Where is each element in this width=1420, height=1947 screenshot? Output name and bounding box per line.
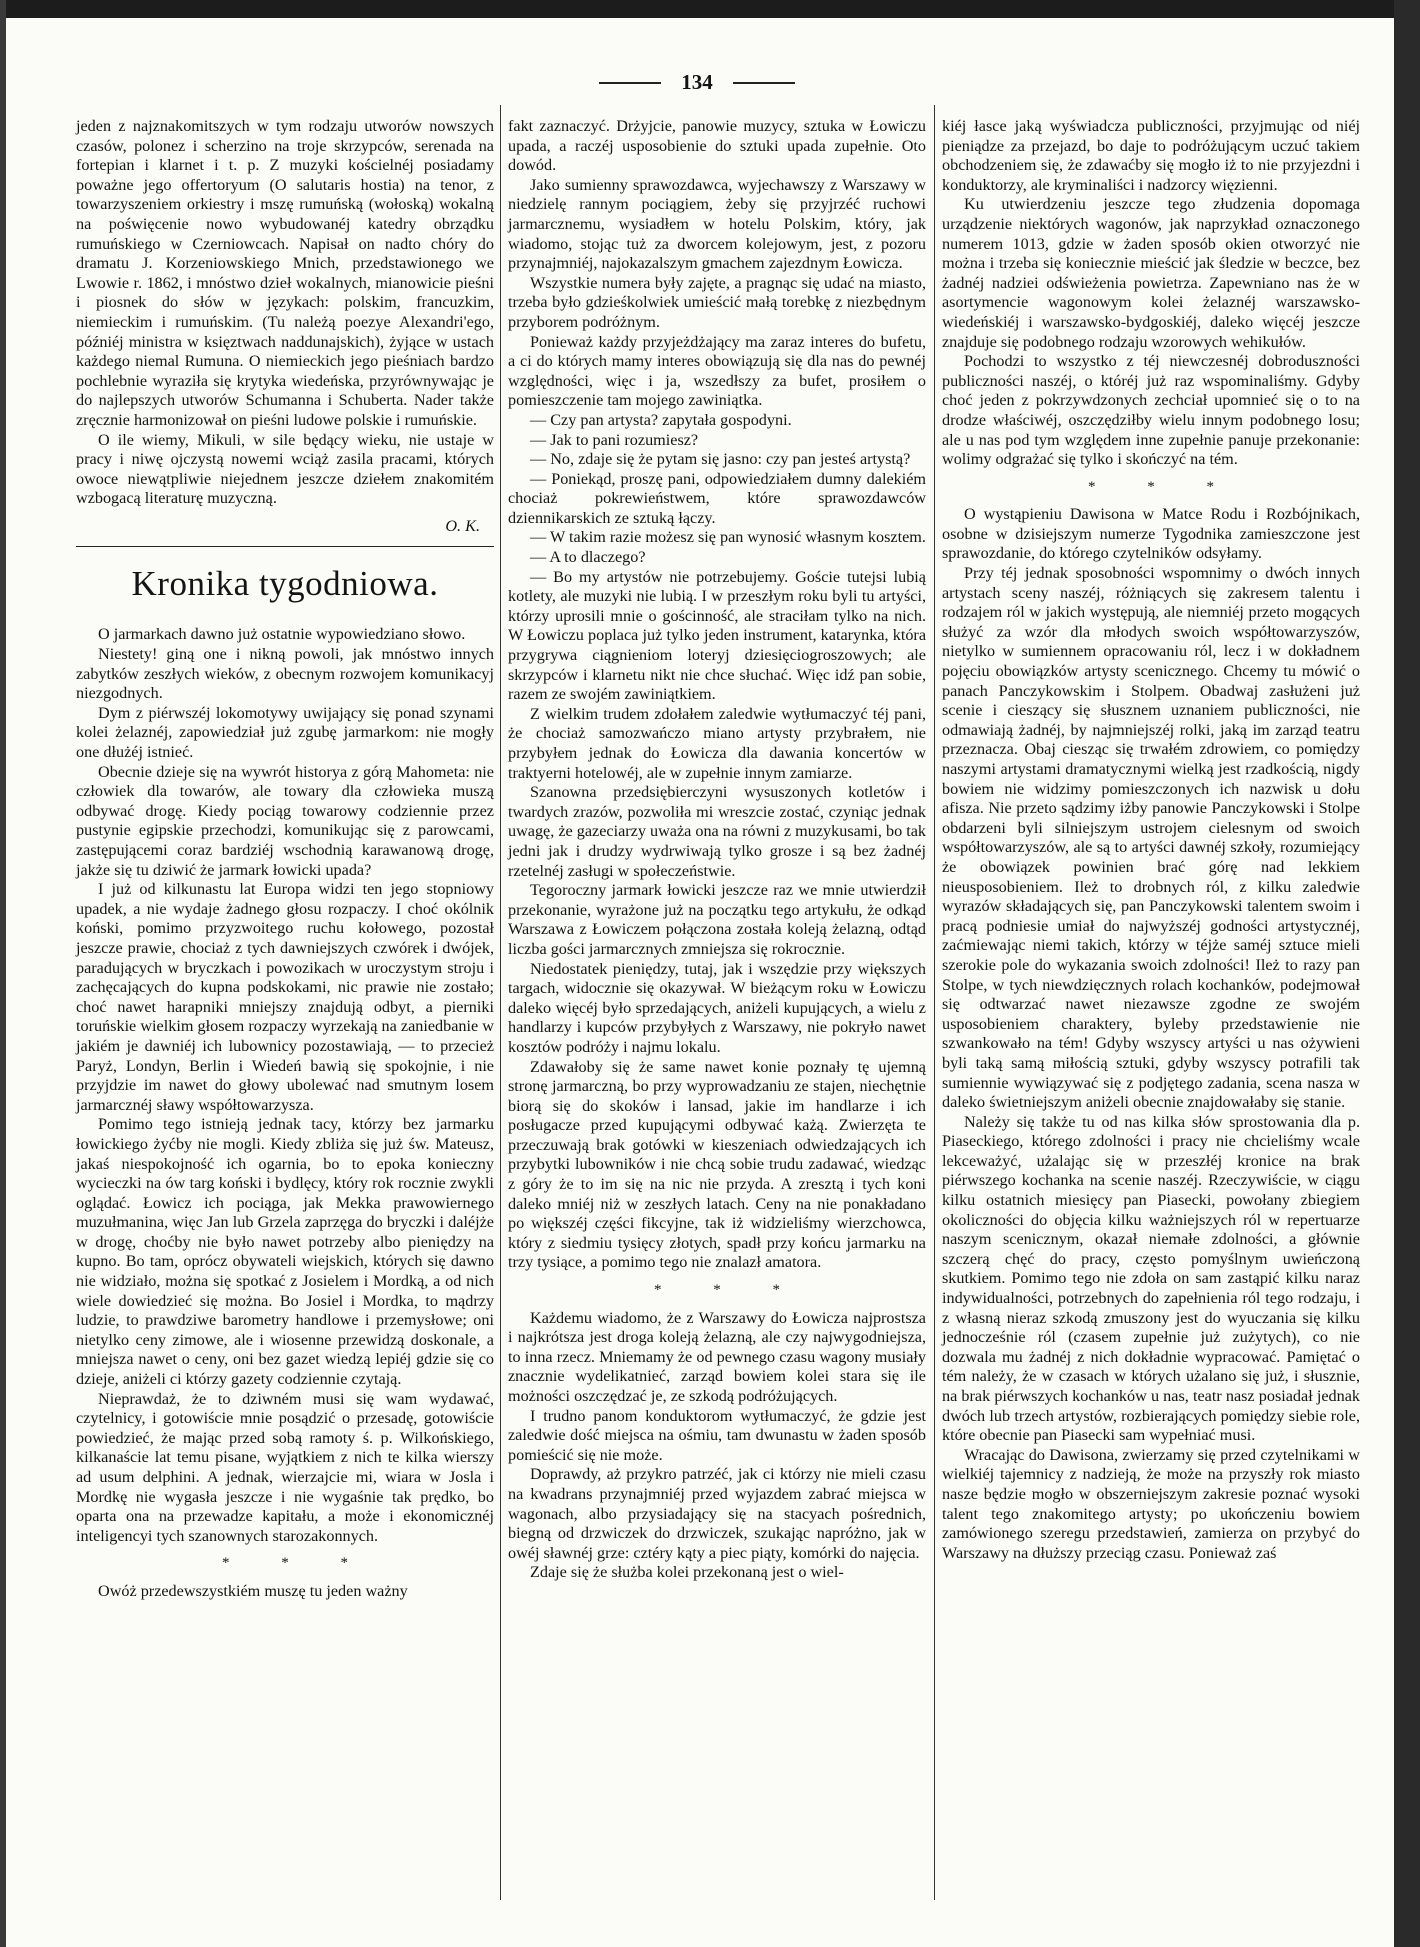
article-signature: O. K. [445, 516, 480, 535]
kronika-paragraph: Doprawdy, aż przykro patrzéć, jak ci którzy nie mieli czasu na kwadrans przynajmniéj przed wyjazdem zabrać miejsca w wagonach, albo przysiadający się na stacyach pośrednich, biegną od drzwiczek do drzwiczek, szukając napróżno, jak w owéj sławnéj grze: cztéry kąty a piec piąty, komórki do najęcia. [508, 1465, 926, 1562]
column-3 [942, 117, 1360, 1563]
page-header [0, 70, 1394, 95]
kronika-paragraph: Tegoroczny jarmark łowicki jeszcze raz we mnie utwierdził przekonanie, wyrażone już na początku tego artykułu, że odkąd Warszawa z Łowiczem połączona została koleją żelazną, odtąd liczba gości jarmarcznych zmniejsza się rokrocznie. [508, 881, 926, 958]
dialogue-line: — W takim razie możesz się pan wynosić własnym kosztem. [530, 528, 926, 547]
dialogue-line: — Jak to pani rozumiesz? [530, 430, 699, 449]
kronika-paragraph: O wystąpieniu Dawisona w Matce Rodu i Rozbójnikach, osobne w dzisiejszym numerze Tygodnika zamieszczone jest sprawozdanie, do którego czytelników odsyłamy. [942, 505, 1360, 563]
section-title: Kronika tygodniowa. [131, 564, 439, 604]
kronika-paragraph: I trudno panom konduktorom wytłumaczyć, że gdzie jest zaledwie dość miejsca na ośmiu, tam dwunastu w żaden sposób pomieścić się nie może. [508, 1406, 926, 1464]
section-stars-separator: * * * [222, 1555, 372, 1572]
kronika-paragraph: Szanowna przedsiębierczyni wysuszonych kotletów i twardych zrazów, pozwoliła mi wreszcie zostać, czyniąc jednak uwagę, że gazeciarzy uważa ona na równi z muzykusami, bo tak jedni jak i drudzy wydrwiwają tylko grosze i są bez żadnéj rzetelnéj zasługi w społeczeństwie. [508, 783, 926, 880]
kronika-paragraph: Zdaje się że służba kolei przekonaną jest o wiel- [530, 1563, 844, 1582]
scan-border-left [0, 0, 6, 1947]
scan-border-right [1394, 0, 1420, 1947]
kronika-paragraph: Nieprawdaż, że to dziwném musi się wam wydawać, czytelnicy, i gotowiście mnie posądzić o przesadę, gotowiście powiedzieć, że mając przed sobą ramoty ś. p. Wilkońskiego, kilkanaście lat temu pisane, wyjątkiem z nich te kilka wierszy ad usum delphini. A jednak, wierzajcie mi, wiara w Josla i Mordkę nie wygasła jeszcze i nie wygaśnie tak prędko, bo oparta ona na przewadze kapitału, a może i ekonomicznéj inteligencyi tych szanownych starozakonnych. [76, 1389, 494, 1545]
kronika-paragraph: Ku utwierdzeniu jeszcze tego złudzenia dopomaga urządzenie niektórych wagonów, jak naprzykład oznaczonego numerem 1013, gdzie w żaden sposób okien otworzyć nie można i trzeba się koniecznie mieścić jak śledzie w beczce, bez żadnéj nadziei odświeżenia powietrza. Zapewniano nas że w asortymencie wagonowym kolei żelaznéj warszawsko-wiedeńskiéj i warszawsko-bydgoskiéj, daleko więcéj jeszcze znajduje się podobnego rodzaju wzorowych wehikułów. [942, 195, 1360, 351]
column-1 [76, 117, 494, 1602]
kronika-paragraph: Przy téj jednak sposobności wspomnimy o dwóch innych artystach sceny naszéj, różniących się zakresem talentu i rodzajem ról w jakich występują, ale niemniéj przeto mogących służyć za wzór dla młodych swoich współtowarzyszów, nietylko w sumiennem opracowaniu ról, lecz i w dokładnem pojęciu obowiązków artysty scenicznego. Chcemy tu mówić o panach Panczykowskim i Stolpem. Obadwaj zasłużeni już scenie i cieszący się słusznem uznaniem publiczności, nie odmawiają żadnéj, by najmniejszéj rolki, jaką im zarząd teatru przeznacza. Obaj ciesząc się trwałém zdrowiem, co pomiędzy naszymi artystami dramatycznymi wielką jest rzadkością, nigdy bowiem nie widzimy pomieszczonych ich nazwisk u dołu afisza. Nie przeto sądzimy iżby panowie Panczykowski i Stolpe obdarzeni byli silniejszym ustrojem cielesnym od swoich współtowarzyszów, ale są to artyści dawnéj szkoły, rozumiejący że obowiązek powinien brać górę nad lekkiem nieusposobieniem. Ileż to drobnych ról, z kilku zaledwie wyrazów składających się, pan Panczykowski talentem swoim i pracą podniesie umiał do najwyższéj godności artystycznéj, zaćmiewając niemi takich, którzy w téjże saméj sztuce mieli szerokie pole do wykazania swoich zdolności! Ileż to razy pan Stolpe, w tych niewdzięcznych rolach kochanków, podejmował się odtwarzać nawet niezawsze zgodne ze swojém usposobieniem charaktery, byleby przedstawienie nie szwankowało na tém! Gdyby wszyscy artyści u nas ożywieni byli taką samą miłością sztuki, gdyby wszyscy potrafili tak sumiennie wywiązywać się z podjętego zadania, scena nasza w daleko świetniejszym aniżeli obecnie znajdowałaby się stanie. [942, 564, 1360, 1112]
kronika-paragraph: Pochodzi to wszystko z téj niewczesnéj dobroduszności publiczności naszéj, o któréj już raz wspominaliśmy. Gdyby choć jeden z pokrzywdzonych zechciał upomnieć się o to na drodze właściwéj, oszczędziłby wielu innym podobnego losu; ale u nas pod tym względem inne zupełnie panuje przekonanie: wolimy odgrażać się tylko i skończyć na tém. [942, 352, 1360, 469]
kronika-paragraph: fakt zaznaczyć. Drżyjcie, panowie muzycy, sztuka w Łowiczu upada, a raczéj usposobienie do sztuki upada zupełnie. Oto dowód. [508, 117, 926, 175]
dialogue-line: — Poniekąd, proszę pani, odpowiedziałem dumny dalekiém chociaż pokrewieństwem, które sprawozdawców dziennikarskich ze sztuką łączy. [508, 469, 926, 527]
kronika-paragraph: Wracając do Dawisona, zwierzamy się przed czytelnikami w wielkiéj tajemnicy z nadzieją, że może na przyszły rok miasto nasze będzie mogło w obszerniejszym zakresie poznać wysoki talent tego znakomitego artysty; po ukończeniu bowiem zamówionego szeregu przedstawień, zamierza on przybyć do Warszawy na dłuższy przeciąg czasu. Ponieważ zaś [942, 1445, 1360, 1562]
kronika-paragraph: Z wielkim trudem zdołałem zaledwie wytłumaczyć téj pani, że chociaż samozwańczo miano artysty przybrałem, nie przybyłem jednak do Łowicza dla dawania koncertów w traktyerni hotelowéj, ale w zupełnie innym zamiarze. [508, 704, 926, 782]
kronika-paragraph: Niestety! giną one i nikną powoli, jak mnóstwo innych zabytków zeszłych wieków, z obecnym rozwojem komunikacyj niezgodnych. [76, 645, 494, 703]
kronika-paragraph: Pomimo tego istnieją jednak tacy, którzy bez jarmarku łowickiego żyćby nie mogli. Kiedy zbliża się już św. Mateusz, jakaś niespokojność ich ogarnia, bo to epoka konieczny wycieczki na ów targ koński i bydlęcy, który rok rocznie zwykli oglądać. Łowicz ich pociąga, jak Mekka prawowiernego muzułmanina, więc Jan lub Grzela zaprzęga do bryczki i daléjże w drogę, choćby nie było nawet potrzeby albo pieniędzy na kupno. Bo tam, oprócz obywateli wiejskich, których się dawno nie widziało, można się spotkać z Josielem i Mordką, a od nich wiele dowiedzieć się można. Bo Josiel i Mordka, to mądrzy ludzie, to prawdziwe barometry handlowe i przemysłowe; oni nietylko ceny zimowe, ale i wiosenne przewidzą doskonale, a mniejsza nawet o ceny, oni bez gazet wiedzą lepiéj gdzie się co dzieje, aniżeli ci którzy gazety codziennie czytają. [76, 1115, 494, 1389]
kronika-paragraph: I już od kilkunastu lat Europa widzi ten jego stopniowy upadek, a nie wydaje żadnego głosu rozpaczy. I choć okólnik koński, pomimo przyzwoitego ruchu kołowego, pozostał jeszcze prawie, chociaż z tych dawniejszych czwórek i dwójek, paradujących w bryczkach i powozikach w uroczystym stroju i zachęcających do kupna podskokami, nic prawie nie zostało; choć nawet harapniki mniejszy znajdują odbyt, a pierniki toruńskie wielkim głosem rozpaczy wyrzekają na zaniedbanie w jakiém je dawniéj ich lubownicy pozostawiają, — to przecież Paryż, Londyn, Berlin i Wiedeń bawią się spokojnie, i nie przyjdzie im nawet do głowy ubolewać nad smutnym losem jarmarcznéj sławy współtowarzysza. [76, 880, 494, 1114]
section-stars-separator: * * * [1088, 478, 1238, 495]
column-2 [508, 117, 926, 1583]
kronika-paragraph: Należy się także tu od nas kilka słów sprostowania dla p. Piaseckiego, którego zdolności i pracy nie chcieliśmy wcale lekceważyć, użalając się w przeszłéj kronice na brak piérwszego kochanka na scenie naszéj. Rzeczywiście, w ciągu kilku ostatnich miesięcy pan Piasecki, powołany zbiegiem okoliczności do objęcia kilku ważniejszych ról w repertuarze naszym scenicznym, okazał niemałe zdolności, a głównie szczerą chęć do pracy, często pomyślnym uwieńczoną skutkiem. Pomimo tego nie zdoła on sam zastąpić kilku naraz indywidualności, potrzebnych do zapełnienia ról tego rodzaju, i z własną nieraz szkodą zmuszony jest do wyuczania się kilku jednocześnie ról (czasem zupełnie już zużytych), co nie dozwala mu żadnéj z nich dokładnie wypracować. Pamiętać o tém należy, że w czasach w których użalano się już, i słusznie, na brak piérwszych kochanków u nas, teatr nasz posiadał jednak dwóch lub trzech artystów, rozbierających pomiędzy siebie role, które obecnie pan Piasecki sam wypełniać musi. [942, 1112, 1360, 1445]
page-number: 134 [681, 70, 713, 94]
dialogue-line: — No, zdaje się że pytam się jasno: czy pan jesteś artystą? [530, 450, 911, 469]
kronika-paragraph: Obecnie dzieje się na wywrót historya z górą Mahometa: nie człowiek dla towarów, ale towary dla człowieka muszą odbywać drogę. Kiedy pociąg towarowy codziennie przez pustynie egipskie przechodzi, komunikując się z parowcami, zastępującemi coraz bardziéj wschodnią karawanową drogę, jakże się tu dziwić że jarmark łowicki upada? [76, 762, 494, 879]
section-divider [76, 546, 494, 547]
kronika-paragraph: O jarmarkach dawno już ostatnie wypowiedziano słowo. [98, 625, 466, 644]
column-divider-1 [500, 105, 501, 1900]
kronika-paragraph: Wszystkie numera były zajęte, a pragnąc się udać na miasto, trzeba było gdzieśkolwiek umieścić małą torebkę z niezbędnym przyborem podróżnym. [508, 273, 926, 331]
header-rule-left [599, 82, 661, 84]
kronika-paragraph: Jako sumienny sprawozdawca, wyjechawszy z Warszawy w niedzielę rannym pociągiem, żeby się przyjrzéć ruchowi jarmarcznemu, wysiadłem w hotelu Polskim, który, jak wiadomo, stojąc tuż za dworcem kolejowym, jest, z pozoru przynajmniéj, najokazalszym gmachem zajezdnym Łowicza. [508, 175, 926, 273]
kronika-paragraph: Dym z piérwszéj lokomotywy uwijający się ponad szynami kolei żelaznéj, zapowiedział już zgubę jarmarkom: nie mogły one dłużéj istnieć. [76, 703, 494, 762]
section-stars-separator: * * * [654, 1282, 804, 1299]
kronika-paragraph: Zdawałoby się że same nawet konie poznały tę ujemną stronę jarmarczną, bo przy wyprowadzaniu ze stajen, niechętnie biorą się do skoków i lansad, jakie im handlarze i ich posługacze przed kupującymi odbywać każą. Zwierzęta te przeczuwają brak gotówki w kieszeniach odwiedzających ich przybytki lubowników i nie chcą sobie trudu zadawać, wiedząc z góry że to im się na nic nie przyda. A zresztą i tych koni daleko mniéj niż w zeszłych latach. Ceny na nie ponakładano po większéj części fikcyjne, tak iż widzieliśmy wierzchowca, który z siedmiu tysięcy złotych, spadł przy końcu jarmarku na trzy tysiące, a pomimo tego nie znalazł amatora. [508, 1057, 926, 1272]
column-divider-2 [934, 105, 935, 1900]
header-rule-right [733, 82, 795, 84]
kronika-paragraph: Ponieważ każdy przyjeżdżający ma zaraz interes do bufetu, a ci do których mamy interes obowiązują się dla nas do pewnéj względności, więc i ja, wszedłszy za bufet, prosiłem o pomieszczenie tam mojego zawiniątka. [508, 332, 926, 410]
article-paragraph: O ile wiemy, Mikuli, w sile będący wieku, nie ustaje w pracy i niwę ojczystą nowemi wciąż zasila pracami, których owoce niewątpliwie niejednem jeszcze dziełem znakomitém wzbogacą literaturę muzyczną. [76, 430, 494, 508]
dialogue-line: — Czy pan artysta? zapytała gospodyni. [530, 410, 792, 429]
kronika-paragraph: kiéj łasce jaką wyświadcza publiczności, przyjmując od niéj pieniądze za przejazd, bo daje to podróżującym uczuć takiem obchodzeniem się, że zdawaćby się mogło iż to nie przyjezdni i konduktorzy, ale kryminaliści i nadzorcy więzienni. [942, 117, 1360, 194]
dialogue-line: — Bo my artystów nie potrzebujemy. Goście tutejsi lubią kotlety, ale muzyki nie lubią. I w przeszłym roku byli tu artyści, którzy uprosili mnie o gościnność, ale straciłam tylko na nich. W Łowiczu poplaca już tylko jeden instrument, katarynka, która przygrywa ciągnieniom loteryj dziesięciogroszowych; ale skrzypców i klarnetu nikt nie chce słuchać. Więc idź pan sobie, razem ze swojém zawiniątkiem. [508, 567, 926, 704]
scan-border-top [0, 0, 1420, 18]
kronika-paragraph: Niedostatek pieniędzy, tutaj, jak i wszędzie przy większych targach, widocznie się okazywał. W bieżącym roku w Łowiczu daleko więcéj było sprzedających, aniżeli kupujących, a wielu z handlarzy i kupców przybyłych z Warszawy, nie pokryło nawet kosztów podróży i najmu lokalu. [508, 959, 926, 1056]
dialogue-line: — A to dlaczego? [530, 548, 646, 567]
kronika-paragraph: Każdemu wiadomo, że z Warszawy do Łowicza najprostsza i najkrótsza jest droga koleją żelazną, ale czy najwygodniejsza, to inna rzecz. Mniemamy że od pewnego czasu wagony musiały znacznie wydelikatnieć, zarząd bowiem kolei stara się ile możności oszczędzać je, ze szkodą podróżujących. [508, 1308, 926, 1405]
kronika-paragraph: Owóż przedewszystkiém muszę tu jeden ważny [98, 1581, 408, 1600]
article-paragraph: jeden z najznakomitszych w tym rodzaju utworów nowszych czasów, polonez i scherzino na troje skrzypców, serenada na fortepian i klarnet i t. p. Z muzyki kościelnéj posiadamy poważne jego offertoryum (O salutaris hostia) na tenor, z towarzyszeniem orkiestry i mszę rumuńską (wołoską) wokalną na poświęcenie nowo wybudowanéj katedry obrządku rumuńskiego w Czerniowcach. Napisał on nadto chóry do dramatu J. Korzeniowskiego Mnich, przedstawionego we Lwowie r. 1862, i mnóstwo dzieł wokalnych, mianowicie pieśni i piosnek do słów w językach: polskim, francuzkim, niemieckim i rumuńskim. (Tu należą poezye Alexandri'ego, późniéj ministra w księztwach naddunajskich), żyjące w ustach każdego niemal Rumuna. O niemieckich jego pieśniach bardzo pochlebnie wyraziła się krytyka wiedeńska, przyrównywając je do najlepszych utworów Schumanna i Schuberta. Nader także zręcznie harmonizował on pieśni ludowe polskie i rumuńskie. [76, 117, 494, 429]
